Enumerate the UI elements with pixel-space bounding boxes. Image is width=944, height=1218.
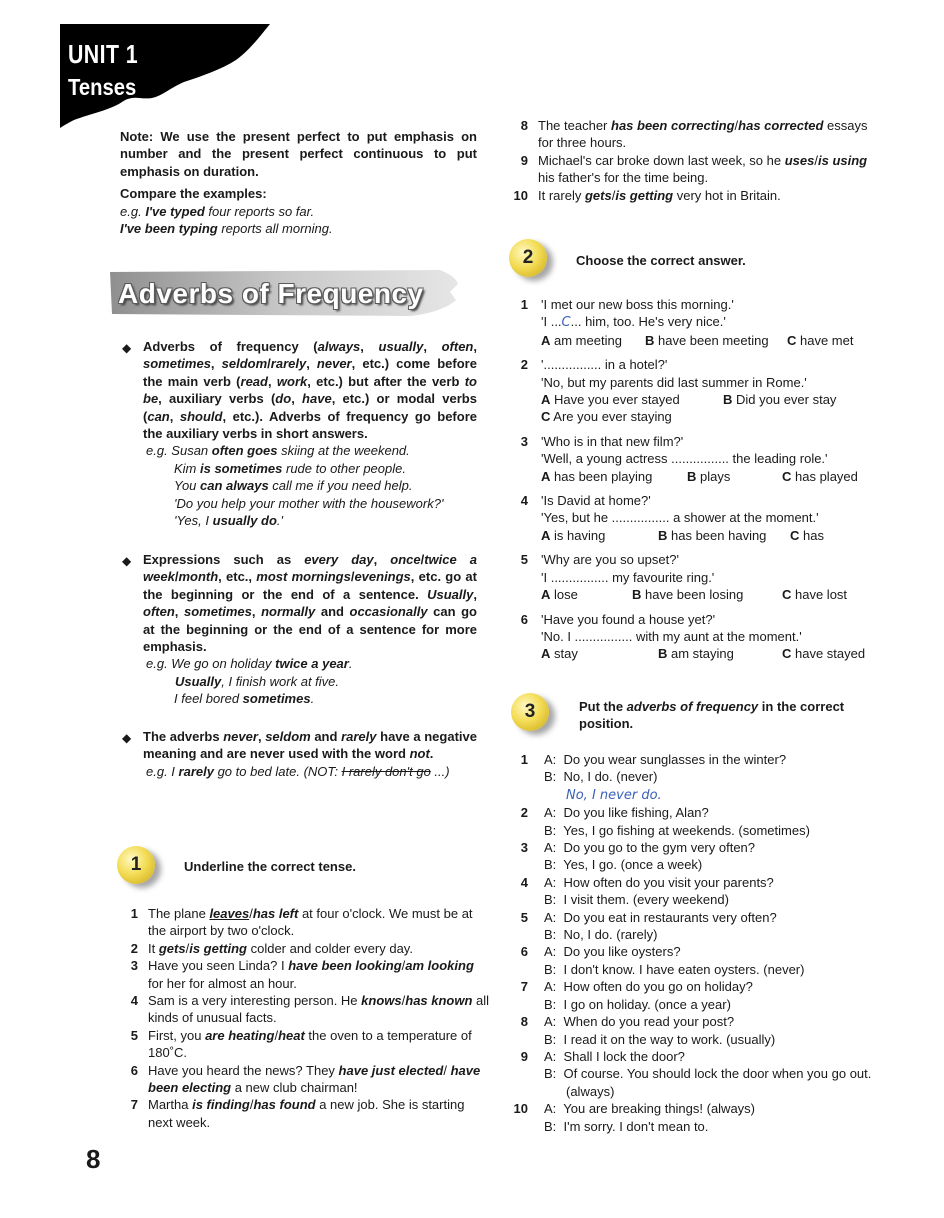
exercise-1-list-cont [510, 117, 880, 204]
unit-title: Tenses [68, 74, 137, 100]
note-label: Note: [120, 129, 154, 144]
rule-bullet-2 [122, 551, 477, 708]
list-item: 2 A: Do you like fishing, Alan? B: Yes, I go fishing at weekends. (sometimes) [520, 805, 810, 838]
list-item: 5 A: Do you eat in restaurants very often? B: No, I do. (rarely) [520, 909, 777, 943]
list-item: 10 A: You are breaking things! (always) B: I'm sorry. I don't mean to. [513, 1101, 756, 1134]
rule-bullet-3 [122, 728, 477, 780]
note-example-1: e.g. I've typed four reports so far. [120, 203, 315, 219]
rule-example: e.g. We go on holiday twice a year. [146, 656, 353, 672]
section-banner-title: Adverbs of Frequency [118, 278, 424, 309]
exercise-3-title: Put the adverbs of frequency in the correct position. [579, 699, 845, 732]
exercise-3-number: 3 [524, 701, 536, 722]
list-item: 1 The plane leaves/has left at four o'clock. We must be at the airport by two o'clock. [130, 906, 473, 939]
rule-text-3: The adverbs never, seldom and rarely have a negative meaning and are never used with the word not. [143, 729, 477, 762]
list-item: 3 Have you seen Linda? I have been looking/am looking for her for almost an hour. [130, 958, 474, 991]
rule-example: 'Do you help your mother with the housework?' [174, 495, 444, 511]
list-item: 8 A: When do you read your post? B: I read it on the way to work. (usually) [520, 1014, 776, 1047]
list-item: 1 'I met our new boss this morning.' 'I ...C... him, too. He's very nice.' A am meeting B have been meeting C have met [520, 297, 854, 348]
rule-example: You can always call me if you need help. [174, 478, 413, 494]
list-item: 1 A: Do you wear sunglasses in the winter? B: No, I do. (never) No, I never do. [520, 752, 787, 803]
rule-example: Kim is sometimes rude to other people. [174, 460, 406, 476]
compare-label: Compare the examples: [120, 186, 267, 202]
list-item: 7 A: How often do you go on holiday? B: I go on holiday. (once a year) [520, 979, 753, 1012]
list-item: 9 A: Shall I lock the door? B: Of course. You should lock the door when you go out. (always) [520, 1048, 872, 1099]
rule-example: 'Yes, I usually do.' [174, 513, 284, 529]
rule-text-1: Adverbs of frequency (always, usually, often, sometimes, seldom/rarely, never, etc.) come before the main verb (read, work, etc.) but after the verb to be, auxiliary verbs (do, have, etc.) or modal verbs (can, should, etc.). Adverbs of frequency go before the auxiliary verbs in short answers. [143, 339, 477, 442]
note-example-2: I've been typing reports all morning. [120, 221, 333, 237]
rule-bullet-1 [122, 338, 477, 529]
exercise-2-number: 2 [522, 247, 534, 268]
handwritten-answer: No, I never do. [566, 787, 662, 803]
list-item: 4 Sam is a very interesting person. He knows/has known all kinds of unusual facts. [130, 993, 490, 1026]
list-item: 4 'Is David at home?' 'Yes, but he ................ a shower at the moment.' A is having B has been having C has [520, 493, 824, 543]
diamond-icon: ◆ [122, 554, 132, 568]
exercise-3-list [510, 751, 890, 1135]
exercise-1-number: 1 [130, 854, 142, 875]
rule-example: Usually, I finish work at five. [175, 673, 340, 689]
rule-example: e.g. Susan often goes skiing at the weekend. [146, 443, 410, 459]
rule-example: I feel bored sometimes. [174, 691, 315, 707]
exercise-1-title: Underline the correct tense. [184, 859, 356, 874]
list-item: 5 'Why are you so upset?' 'I ................ my favourite ring.' A lose B have been losing C have lost [520, 552, 848, 603]
diamond-icon: ◆ [122, 341, 132, 355]
unit-label: UNIT 1 [68, 39, 138, 69]
handwritten-answer: C [561, 315, 571, 331]
list-item: 5 First, you are heating/heat the oven to a temperature of 180˚C. [130, 1027, 472, 1061]
list-item: 7 Martha is finding/has found a new job. She is starting next week. [130, 1097, 465, 1130]
exercise-2-title: Choose the correct answer. [576, 253, 746, 268]
list-item: 3 A: Do you go to the gym very often? B: Yes, I go. (once a week) [520, 840, 756, 873]
list-item: 6 'Have you found a house yet?' 'No. I ................ with my aunt at the moment.' A stay B am staying C have stayed [520, 611, 866, 662]
list-item: 6 A: Do you like oysters? B: I don't know. I have eaten oysters. (never) [520, 944, 805, 977]
list-item: 2 It gets/is getting colder and colder every day. [130, 940, 413, 956]
list-item: 2 '................ in a hotel?' 'No, but my parents did last summer in Rome.' A Have you ever stayed B Did you ever stay C Are you ever staying [520, 357, 837, 425]
list-item: 4 A: How often do you visit your parents? B: I visit them. (every weekend) [520, 874, 774, 908]
exercise-2-list [510, 296, 890, 663]
exercise-1-list [120, 905, 490, 1131]
list-item: 9 Michael's car broke down last week, so he uses/is using his father's for the time being. [520, 152, 868, 186]
note-text: We use the present perfect to put emphasis on number and the present perfect continuous to put emphasis on duration. [120, 129, 477, 179]
list-item: 10 It rarely gets/is getting very hot in Britain. [513, 187, 781, 203]
list-item: 6 Have you heard the news? They have just elected/ have been electing a new club chairman! [130, 1062, 481, 1096]
rule-text-2: Expressions such as every day, once/twice a week/month, etc., most mornings/evenings, etc. go at the beginning or the end of a sentence. Usually, often, sometimes, normally and occasionally can go at the beginning or the end of a sentence for more emphasis. [143, 552, 477, 655]
list-item: 8 The teacher has been correcting/has corrected essays for three hours. [520, 118, 868, 151]
list-item: 3 'Who is in that new film?' 'Well, a young actress ................ the leading role.' A has been playing B plays C has played [520, 433, 858, 484]
diamond-icon: ◆ [122, 731, 132, 745]
page-number: 8 [86, 1144, 101, 1174]
note-block [120, 128, 477, 237]
rule-example: e.g. I rarely go to bed late. (NOT: I rarely don't go ...) [146, 763, 450, 779]
